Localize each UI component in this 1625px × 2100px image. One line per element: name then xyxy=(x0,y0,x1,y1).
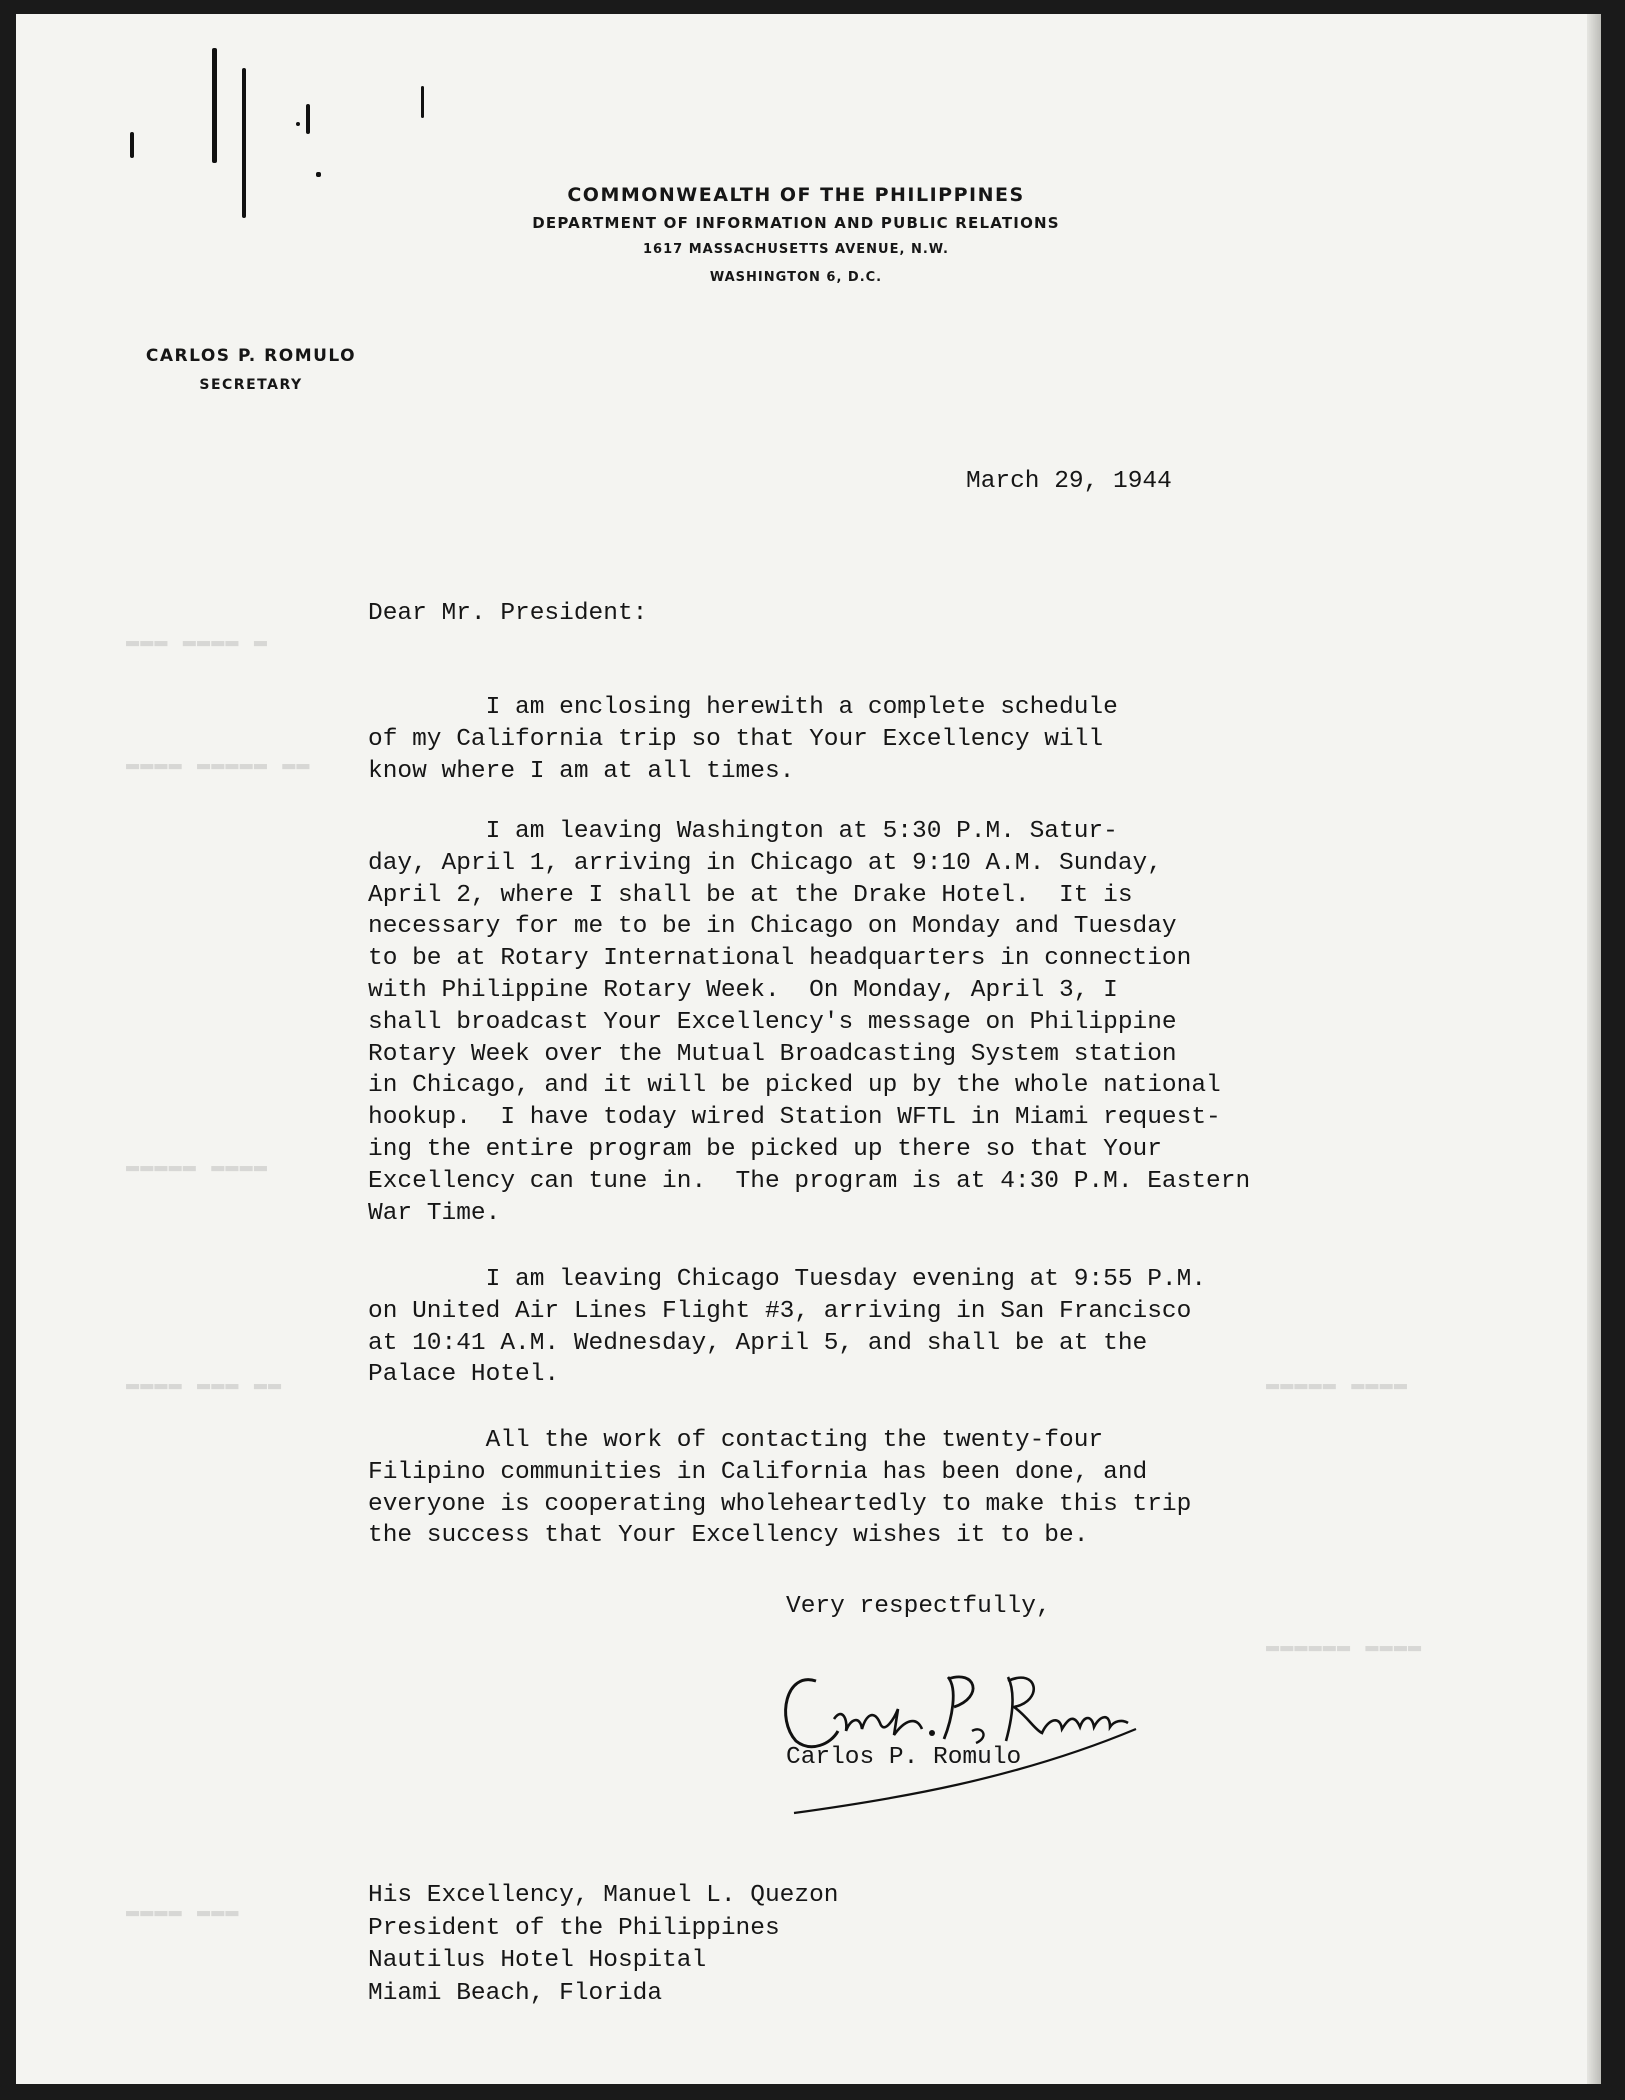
scan-mark xyxy=(130,132,134,158)
letterhead-department: DEPARTMENT OF INFORMATION AND PUBLIC RELATIONS xyxy=(532,214,1060,232)
recipient-address xyxy=(368,1880,838,2010)
letter-page xyxy=(16,14,1601,2084)
recipient-line: His Excellency, Manuel L. Quezon xyxy=(368,1882,839,1909)
body-line: of my California trip so that Your Excellency will xyxy=(368,725,1104,753)
bleed-through-text: ▬▬▬▬▬ ▬▬▬▬ xyxy=(1266,1372,1409,1397)
body-paragraph xyxy=(368,816,1250,1229)
letter-date: March 29, 1944 xyxy=(966,468,1172,495)
body-line: hookup. I have today wired Station WFTL in Miami request- xyxy=(368,1104,1221,1132)
body-line: Rotary Week over the Mutual Broadcasting System station xyxy=(368,1040,1177,1068)
body-paragraph xyxy=(368,692,1118,787)
body-paragraph xyxy=(368,1264,1206,1391)
body-line: Excellency can tune in. The program is at 4:30 P.M. Eastern xyxy=(368,1167,1251,1195)
bleed-through-text: ▬▬▬▬ ▬▬▬ ▬▬ xyxy=(126,1372,283,1397)
body-line: everyone is cooperating wholeheartedly to make this trip xyxy=(368,1490,1192,1518)
body-line: necessary for me to be in Chicago on Monday and Tuesday xyxy=(368,913,1177,941)
body-line: Palace Hotel. xyxy=(368,1361,560,1389)
bleed-through-text: ▬▬▬▬ ▬▬▬▬▬ ▬▬ xyxy=(126,752,311,777)
scan-mark xyxy=(306,104,310,134)
body-line: with Philippine Rotary Week. On Monday, April 3, I xyxy=(368,976,1118,1004)
handwritten-signature xyxy=(776,1649,1156,1829)
body-line: day, April 1, arriving in Chicago at 9:10 A.M. Sunday, xyxy=(368,849,1162,877)
sender-name: CARLOS P. ROMULO xyxy=(145,346,357,366)
bleed-through-text: ▬▬▬▬ ▬▬▬ xyxy=(126,1899,240,1924)
closing: Very respectfully, xyxy=(786,1593,1051,1620)
body-line: ing the entire program be picked up there so that Your xyxy=(368,1135,1162,1163)
typed-signature: Carlos P. Romulo xyxy=(786,1744,1022,1771)
body-line: shall broadcast Your Excellency's message on Philippine xyxy=(368,1008,1177,1036)
bleed-through-text: ▬▬▬▬▬▬ ▬▬▬▬ xyxy=(1266,1634,1423,1659)
body-line: Filipino communities in California has been done, and xyxy=(368,1458,1148,1486)
body-line: I am leaving Chicago Tuesday evening at 9:55 P.M. xyxy=(368,1266,1207,1293)
body-line: April 2, where I shall be at the Drake Hotel. It is xyxy=(368,881,1133,909)
letterhead-city: WASHINGTON 6, D.C. xyxy=(709,270,883,285)
body-paragraph xyxy=(368,1425,1191,1552)
letterhead-organization: COMMONWEALTH OF THE PHILIPPINES xyxy=(567,184,1025,206)
bleed-through-text: ▬▬▬ ▬▬▬▬ ▬ xyxy=(126,629,269,654)
body-line: on United Air Lines Flight #3, arriving in San Francisco xyxy=(368,1297,1192,1325)
bleed-through-text: ▬▬▬▬▬ ▬▬▬▬ xyxy=(126,1154,269,1179)
salutation: Dear Mr. President: xyxy=(368,600,648,627)
body-line: at 10:41 A.M. Wednesday, April 5, and shall be at the xyxy=(368,1329,1148,1357)
sender-block xyxy=(126,341,376,399)
scan-mark xyxy=(421,86,424,118)
body-line: War Time. xyxy=(368,1199,501,1227)
scan-edge xyxy=(1587,14,1601,2084)
recipient-line: President of the Philippines xyxy=(368,1914,780,1942)
recipient-line: Nautilus Hotel Hospital xyxy=(368,1947,707,1974)
scan-mark xyxy=(316,172,321,177)
scan-mark xyxy=(242,68,246,218)
body-line: I am enclosing herewith a complete schedule xyxy=(368,694,1118,721)
letterhead-address: 1617 MASSACHUSETTS AVENUE, N.W. xyxy=(643,242,949,257)
body-line: in Chicago, and it will be picked up by the whole national xyxy=(368,1072,1221,1100)
body-line: the success that Your Excellency wishes it to be. xyxy=(368,1522,1089,1550)
letterhead xyxy=(486,180,1106,292)
body-line: to be at Rotary International headquarters in connection xyxy=(368,945,1192,973)
body-line: I am leaving Washington at 5:30 P.M. Satur- xyxy=(368,818,1118,845)
sender-title: SECRETARY xyxy=(199,377,303,393)
scan-mark xyxy=(296,122,300,126)
body-line: know where I am at all times. xyxy=(368,757,795,785)
recipient-line: Miami Beach, Florida xyxy=(368,1979,663,2007)
body-line: All the work of contacting the twenty-four xyxy=(368,1427,1104,1454)
scan-mark xyxy=(212,48,217,163)
